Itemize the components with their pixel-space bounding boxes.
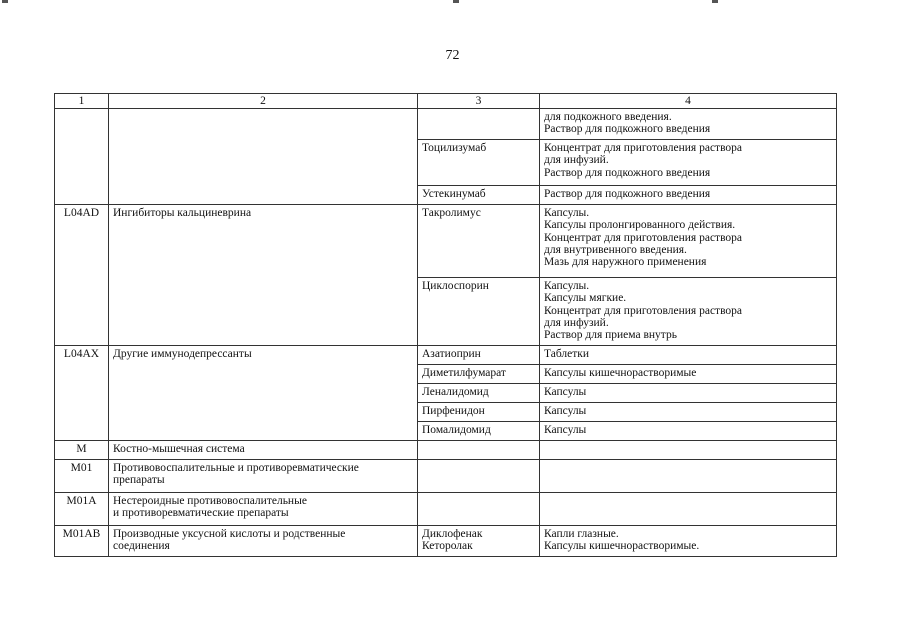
atc-code-cell: L04AD: [55, 205, 109, 346]
drug-name-cell: Азатиоприн: [418, 346, 540, 365]
table-header-row: [55, 94, 837, 109]
dosage-forms-cell: [540, 384, 837, 403]
dosage-forms-cell: [540, 460, 837, 493]
drug-table: [54, 93, 837, 557]
dosage-form-line: Капсулы: [544, 424, 587, 437]
dosage-forms-cell: [540, 441, 837, 460]
anatomical-group-cell: [109, 205, 418, 346]
dosage-forms-cell: [540, 140, 837, 186]
dosage-form-line: Капсулы кишечнорастворимые: [544, 367, 697, 380]
atc-code-cell: M01AB: [55, 526, 109, 557]
drug-name-cell: Циклоспорин: [418, 278, 540, 346]
group-text-line: соединения: [113, 540, 170, 553]
dosage-form-line: Концентрат для приготовления раствора: [544, 304, 743, 317]
dosage-form-line: Раствор для приема внутрь: [544, 329, 677, 342]
dosage-form-line: Капсулы пролонгированного действия.: [544, 219, 736, 232]
dosage-form-line: Раствор для подкожного введения: [544, 166, 711, 179]
anatomical-group-cell: [109, 526, 418, 557]
dosage-forms-cell: [540, 403, 837, 422]
dosage-forms-cell: [540, 346, 837, 365]
atc-code-cell: L04AX: [55, 346, 109, 441]
dosage-form-line: для инфузий.: [544, 316, 609, 329]
scan-edge-mark: [453, 0, 459, 3]
dosage-forms-cell: [540, 493, 837, 526]
dosage-form-line: Капсулы кишечнорастворимые.: [544, 540, 700, 553]
anatomical-group-cell: [109, 441, 418, 460]
drug-name-cell: Помалидомид: [418, 422, 540, 441]
drug-name-cell: Диметилфумарат: [418, 365, 540, 384]
drug-name-cell: [418, 109, 540, 140]
dosage-form-line: для внутривенного введения.: [544, 243, 687, 256]
group-text-line: Производные уксусной кислоты и родственные: [113, 528, 346, 541]
table-row: [55, 460, 837, 493]
drug-name-cell: [418, 460, 540, 493]
atc-code-cell: M01: [55, 460, 109, 493]
table-row: [55, 493, 837, 526]
page-number: 72: [445, 48, 460, 63]
dosage-forms-cell: [540, 278, 837, 346]
drug-name-cell: [418, 493, 540, 526]
dosage-form-line: для подкожного введения.: [544, 111, 672, 124]
dosage-form-line: Таблетки: [544, 348, 590, 361]
table-row: [55, 205, 837, 278]
column-header: 4: [540, 94, 837, 109]
group-text-line: препараты: [113, 474, 165, 487]
drug-name-cell: Тоцилизумаб: [418, 140, 540, 186]
dosage-forms-cell: [540, 365, 837, 384]
dosage-form-line: Концентрат для приготовления раствора: [544, 231, 743, 244]
group-text-line: Нестероидные противовоспалительные: [113, 495, 307, 508]
group-text-line: и противоревматические препараты: [113, 507, 289, 520]
anatomical-group-cell: [109, 493, 418, 526]
table-row: [55, 346, 837, 365]
drug-name-cell: [418, 441, 540, 460]
column-header: 2: [109, 94, 418, 109]
table-row: [55, 109, 837, 140]
dosage-form-line: Раствор для подкожного введения: [544, 188, 711, 201]
dosage-forms-cell: [540, 205, 837, 278]
dosage-forms-cell: [540, 422, 837, 441]
dosage-form-line: Мазь для наружного применения: [544, 256, 707, 269]
anatomical-group-cell: [109, 460, 418, 493]
atc-code-cell: [55, 109, 109, 205]
dosage-forms-cell: [540, 109, 837, 140]
column-header: 3: [418, 94, 540, 109]
dosage-form-line: для инфузий.: [544, 154, 609, 167]
dosage-forms-cell: [540, 526, 837, 557]
table-row: [55, 441, 837, 460]
scan-edge-mark: [712, 0, 718, 3]
dosage-form-line: Капсулы: [544, 386, 587, 399]
dosage-form-line: Раствор для подкожного введения: [544, 123, 711, 136]
drug-name-cell: Устекинумаб: [418, 186, 540, 205]
dosage-forms-cell: [540, 186, 837, 205]
scan-edge-mark: [2, 0, 8, 3]
group-text-line: Костно-мышечная система: [113, 443, 245, 456]
drug-name-cell: Леналидомид: [418, 384, 540, 403]
drug-name-cell: Пирфенидон: [418, 403, 540, 422]
dosage-form-line: Капсулы.: [544, 280, 590, 293]
anatomical-group-cell: [109, 346, 418, 441]
drug-name-cell: Диклофенак Кеторолак: [418, 526, 540, 557]
drug-name-cell: Такролимус: [418, 205, 540, 278]
dosage-form-line: Капли глазные.: [544, 528, 619, 541]
atc-code-cell: M01A: [55, 493, 109, 526]
table-row: [55, 526, 837, 557]
atc-code-cell: M: [55, 441, 109, 460]
dosage-form-line: Концентрат для приготовления раствора: [544, 142, 743, 155]
anatomical-group-cell: [109, 109, 418, 205]
dosage-form-line: Капсулы: [544, 405, 587, 418]
column-header: 1: [55, 94, 109, 109]
dosage-form-line: Капсулы мягкие.: [544, 292, 627, 305]
group-text-line: Ингибиторы кальциневрина: [113, 207, 252, 220]
group-text-line: Противовоспалительные и противоревматические: [113, 462, 359, 475]
group-text-line: Другие иммунодепрессанты: [113, 348, 252, 361]
dosage-form-line: Капсулы.: [544, 207, 590, 220]
